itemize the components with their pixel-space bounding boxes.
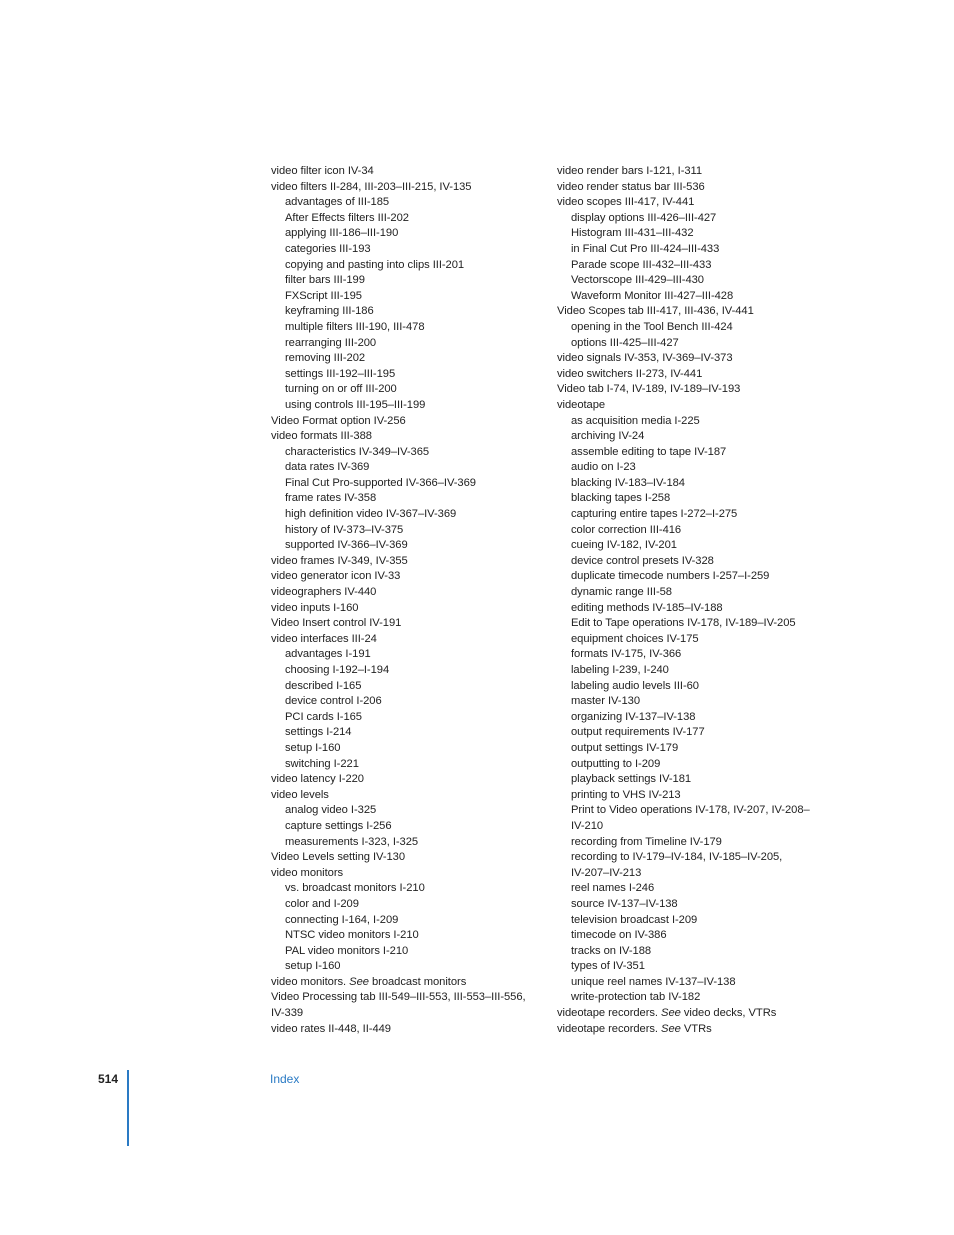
index-entry: video inputs I-160 xyxy=(271,601,359,614)
index-subentry: Vectorscope III-429–III-430 xyxy=(571,274,704,287)
index-subentry: PCI cards I-165 xyxy=(285,710,362,723)
index-subentry: measurements I-323, I-325 xyxy=(285,835,419,848)
page-number: 514 xyxy=(98,1072,119,1086)
index-subentry: options III-425–III-427 xyxy=(571,336,679,349)
index-subentry: formats IV-175, IV-366 xyxy=(571,648,682,661)
index-subentry: source IV-137–IV-138 xyxy=(571,897,678,910)
index-subentry: keyframing III-186 xyxy=(285,305,374,318)
index-subentry: advantages of III-185 xyxy=(285,196,390,209)
index-subentry: output settings IV-179 xyxy=(571,741,679,754)
index-subentry: blacking IV-183–IV-184 xyxy=(571,476,685,489)
index-entry: videographers IV-440 xyxy=(271,586,377,599)
index-entry: Video Levels setting IV-130 xyxy=(271,851,406,864)
index-subentry: write-protection tab IV-182 xyxy=(571,991,701,1004)
index-subentry: labeling audio levels III-60 xyxy=(571,679,699,692)
index-entry: video generator icon IV-33 xyxy=(271,570,401,583)
index-subentry: blacking tapes I-258 xyxy=(571,492,671,505)
index-subentry: characteristics IV-349–IV-365 xyxy=(285,445,430,458)
index-subentry: cueing IV-182, IV-201 xyxy=(571,539,677,552)
index-subentry: IV-207–IV-213 xyxy=(571,866,642,879)
index-entry: video filters II-284, III-203–III-215, IV-135 xyxy=(271,180,472,193)
index-subentry: master IV-130 xyxy=(571,695,640,708)
index-subentry: display options III-426–III-427 xyxy=(571,211,717,224)
index-subentry: color correction III-416 xyxy=(571,523,682,536)
index-entry: Video Processing tab III-549–III-553, III-553–III-556, xyxy=(271,991,526,1004)
index-subentry: types of IV-351 xyxy=(571,960,645,973)
index-subentry: removing III-202 xyxy=(285,352,366,365)
index-subentry: multiple filters III-190, III-478 xyxy=(285,320,425,333)
index-entry: video monitors. See broadcast monitors xyxy=(271,975,467,988)
index-subentry: IV-210 xyxy=(571,819,604,832)
index-subentry: frame rates IV-358 xyxy=(285,492,377,505)
index-subentry: Print to Video operations IV-178, IV-207, IV-208– xyxy=(571,804,810,817)
index-entry: video render status bar III-536 xyxy=(557,180,705,193)
index-subentry: Final Cut Pro-supported IV-366–IV-369 xyxy=(285,476,476,489)
index-subentry: categories III-193 xyxy=(285,242,371,255)
index-subentry: NTSC video monitors I-210 xyxy=(285,929,419,942)
index-subentry: Parade scope III-432–III-433 xyxy=(571,258,712,271)
index-subentry: reel names I-246 xyxy=(571,882,655,895)
footer-section-label: Index xyxy=(270,1072,300,1086)
index-subentry: outputting to I-209 xyxy=(571,757,661,770)
index-subentry: data rates IV-369 xyxy=(285,461,370,474)
index-subentry: analog video I-325 xyxy=(285,804,377,817)
index-subentry: audio on I-23 xyxy=(571,461,636,474)
index-subentry: setup I-160 xyxy=(285,960,341,973)
index-subentry: capture settings I-256 xyxy=(285,819,392,832)
index-subentry: vs. broadcast monitors I-210 xyxy=(285,882,425,895)
index-subentry: organizing IV-137–IV-138 xyxy=(571,710,696,723)
index-entry: Video tab I-74, IV-189, IV-189–IV-193 xyxy=(557,383,741,396)
index-subentry: history of IV-373–IV-375 xyxy=(285,523,404,536)
index-subentry: Waveform Monitor III-427–III-428 xyxy=(571,289,734,302)
index-subentry: settings I-214 xyxy=(285,726,352,739)
index-entry: video monitors xyxy=(271,866,344,879)
index-entry: Video Format option IV-256 xyxy=(271,414,406,427)
index-subentry: output requirements IV-177 xyxy=(571,726,705,739)
index-entry: video latency I-220 xyxy=(271,773,364,786)
index-entry: video formats III-388 xyxy=(271,430,372,443)
index-subentry: labeling I-239, I-240 xyxy=(571,664,669,676)
index-subentry: FXScript III-195 xyxy=(285,289,362,302)
index-entry: video render bars I-121, I-311 xyxy=(557,165,703,177)
index-subentry: in Final Cut Pro III-424–III-433 xyxy=(571,242,720,255)
index-column-left xyxy=(271,164,543,1037)
index-subentry: Histogram III-431–III-432 xyxy=(571,227,694,240)
index-entry: IV-339 xyxy=(271,1007,304,1020)
index-subentry: dynamic range III-58 xyxy=(571,586,672,599)
index-subentry: opening in the Tool Bench III-424 xyxy=(571,320,733,333)
index-subentry: unique reel names IV-137–IV-138 xyxy=(571,975,736,988)
footer-rule xyxy=(127,1070,129,1146)
index-subentry: equipment choices IV-175 xyxy=(571,632,699,645)
index-subentry: television broadcast I-209 xyxy=(571,913,698,926)
index-subentry: as acquisition media I-225 xyxy=(571,414,700,427)
index-subentry: switching I-221 xyxy=(285,757,359,770)
index-subentry: PAL video monitors I-210 xyxy=(285,944,409,957)
index-subentry: applying III-186–III-190 xyxy=(285,227,399,240)
index-subentry: advantages I-191 xyxy=(285,648,371,661)
index-entry: video signals IV-353, IV-369–IV-373 xyxy=(557,352,733,365)
index-subentry: filter bars III-199 xyxy=(285,274,365,287)
index-subentry: using controls III-195–III-199 xyxy=(285,398,426,411)
index-subentry: settings III-192–III-195 xyxy=(285,367,396,380)
index-subentry: copying and pasting into clips III-201 xyxy=(285,258,465,271)
index-entry: video frames IV-349, IV-355 xyxy=(271,554,408,567)
index-subentry: editing methods IV-185–IV-188 xyxy=(571,601,723,614)
index-entry: video scopes III-417, IV-441 xyxy=(557,196,695,209)
index-subentry: setup I-160 xyxy=(285,741,341,754)
index-entry: videotape recorders. See video decks, VTRs xyxy=(557,1007,777,1020)
index-subentry: device control I-206 xyxy=(285,695,382,708)
index-subentry: turning on or off III-200 xyxy=(285,383,397,396)
index-entry: videotape recorders. See VTRs xyxy=(557,1022,712,1035)
index-subentry: recording to IV-179–IV-184, IV-185–IV-205, xyxy=(571,851,783,864)
index-subentry: duplicate timecode numbers I-257–I-259 xyxy=(571,570,770,583)
index-subentry: device control presets IV-328 xyxy=(571,554,714,567)
index-subentry: connecting I-164, I-209 xyxy=(285,913,399,926)
index-subentry: After Effects filters III-202 xyxy=(285,211,409,224)
index-column-right xyxy=(557,164,827,1037)
index-entry: videotape xyxy=(557,398,606,411)
index-subentry: recording from Timeline IV-179 xyxy=(571,835,722,848)
index-subentry: supported IV-366–IV-369 xyxy=(285,539,408,552)
index-subentry: timecode on IV-386 xyxy=(571,929,667,942)
index-subentry: rearranging III-200 xyxy=(285,336,377,349)
index-subentry: high definition video IV-367–IV-369 xyxy=(285,508,457,521)
index-subentry: archiving IV-24 xyxy=(571,430,645,443)
index-entry: Video Insert control IV-191 xyxy=(271,617,402,630)
index-subentry: printing to VHS IV-213 xyxy=(571,788,681,801)
index-entry: video switchers II-273, IV-441 xyxy=(557,367,703,380)
index-entry: video filter icon IV-34 xyxy=(271,165,374,177)
index-subentry: color and I-209 xyxy=(285,897,359,910)
index-entry: video levels xyxy=(271,788,329,801)
index-entry: video interfaces III-24 xyxy=(271,632,377,645)
index-subentry: described I-165 xyxy=(285,679,362,692)
index-subentry: choosing I-192–I-194 xyxy=(285,664,390,676)
index-subentry: capturing entire tapes I-272–I-275 xyxy=(571,508,738,521)
index-subentry: tracks on IV-188 xyxy=(571,944,652,957)
index-subentry: Edit to Tape operations IV-178, IV-189–IV-205 xyxy=(571,617,796,630)
index-entry: Video Scopes tab III-417, III-436, IV-441 xyxy=(557,305,754,318)
index-subentry: playback settings IV-181 xyxy=(571,773,692,786)
index-entry: video rates II-448, II-449 xyxy=(271,1022,391,1035)
index-subentry: assemble editing to tape IV-187 xyxy=(571,445,727,458)
